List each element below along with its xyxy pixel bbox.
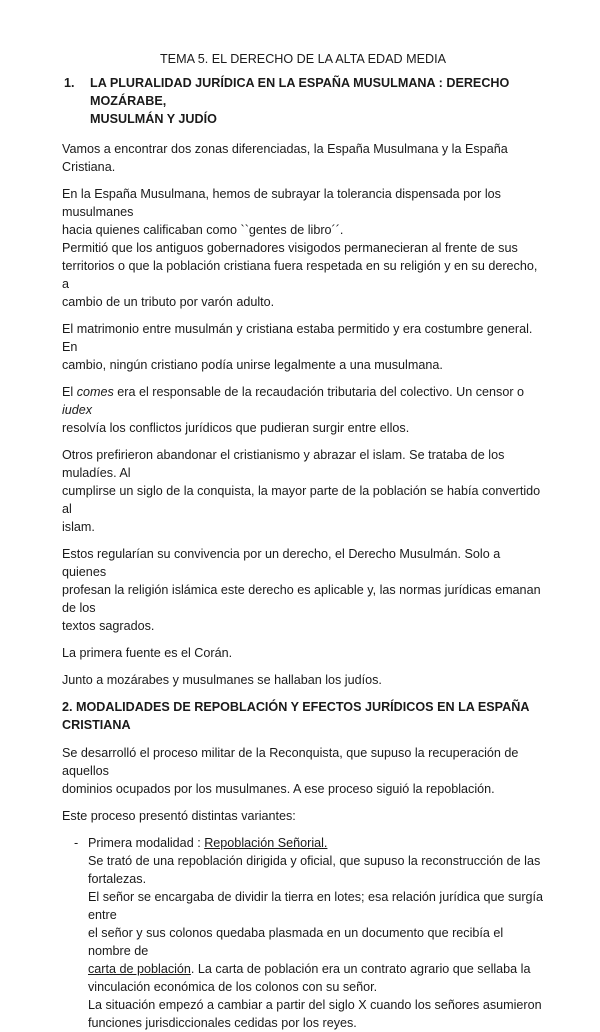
paragraph-line: Se desarrolló el proceso militar de la Reconquista, que supuso la recuperación de aquellos [62, 746, 519, 778]
section-1-number: 1. [64, 76, 75, 90]
paragraph-line: resolvía los conflictos jurídicos que pudieran surgir entre ellos. [62, 421, 410, 435]
paragraph-line: dominios ocupados por los musulmanes. A ese proceso siguió la repoblación. [62, 782, 495, 796]
paragraph-line: territorios o que la población cristiana fuera respetada en su religión y en su derecho, a [62, 259, 538, 291]
paragraph-line: cambio de un tributo por varón adulto. [62, 295, 275, 309]
italic-term-iudex: iudex [62, 403, 93, 417]
list-item-line: vinculación económica de los colonos con su señor. [88, 980, 378, 994]
paragraph-line: hacia quienes calificaban como ``gentes de libro´´. [62, 223, 344, 237]
list-item-line: el señor y sus colonos quedaba plasmada en un documento que recibía el nombre de [88, 926, 504, 958]
paragraph [62, 320, 544, 374]
list-item-label [88, 834, 544, 852]
paragraph [62, 446, 544, 536]
list-item [62, 834, 544, 1032]
paragraph-line: textos sagrados. [62, 619, 155, 633]
list-item-line: funciones jurisdiccionales cedidas por los reyes. [88, 1016, 357, 1030]
section-1-heading-line: LA PLURALIDAD JURÍDICA EN LA ESPAÑA MUSULMANA : DERECHO MOZÁRABE, [90, 76, 510, 108]
list-bullet: - [74, 836, 79, 850]
text-run: . La carta de población era un contrato agrario que sellaba la [190, 962, 531, 976]
paragraph [62, 545, 544, 635]
paragraph: Junto a mozárabes y musulmanes se hallaban los judíos. [62, 673, 382, 687]
list-item-line [88, 960, 544, 978]
section-1-heading-line: MUSULMÁN Y JUDÍO [90, 112, 217, 126]
paragraph-line: Estos regularían su convivencia por un derecho, el Derecho Musulmán. Solo a quienes [62, 547, 501, 579]
list-item-line: Se trató de una repoblación dirigida y oficial, que supuso la reconstrucción de las [88, 854, 541, 868]
text-run: Primera modalidad : [88, 836, 205, 850]
section-2-heading: 2. MODALIDADES DE REPOBLACIÓN Y EFECTOS JURÍDICOS EN LA ESPAÑA CRISTIANA [62, 700, 529, 732]
list-item-line: El señor se encargaba de dividir la tierra en lotes; esa relación jurídica que surgía entre [88, 890, 544, 922]
document-title: TEMA 5. EL DERECHO DE LA ALTA EDAD MEDIA [159, 52, 446, 66]
paragraph-line: Permitió que los antiguos gobernadores visigodos permanecieran al frente de sus [62, 241, 518, 255]
text-run: El [62, 385, 77, 399]
variants-list [62, 834, 544, 1032]
paragraph-line: El matrimonio entre musulmán y cristiana estaba permitido y era costumbre general. En [62, 322, 533, 354]
italic-term-comes: comes [76, 385, 114, 399]
list-item-line: fortalezas. [88, 872, 147, 886]
paragraph: La primera fuente es el Corán. [62, 646, 233, 660]
paragraph [62, 185, 544, 311]
paragraph-line: islam. [62, 520, 95, 534]
paragraph-line: En la España Musulmana, hemos de subrayar la tolerancia dispensada por los musulmanes [62, 187, 501, 219]
paragraph-line: cumplirse un siglo de la conquista, la mayor parte de la población se había convertido al [62, 484, 541, 516]
list-item-body [88, 834, 544, 1032]
list-item-line: La situación empezó a cambiar a partir del siglo X cuando los señores asumieron [88, 998, 542, 1012]
section-1-heading [62, 74, 544, 128]
paragraph-line: cambio, ningún cristiano podía unirse legalmente a una musulmana. [62, 358, 443, 372]
underlined-term: carta de población [88, 962, 191, 976]
paragraph [62, 744, 544, 798]
paragraph: Este proceso presentó distintas variantes: [62, 809, 296, 823]
paragraph: Vamos a encontrar dos zonas diferenciadas, la España Musulmana y la España Cristiana. [62, 142, 508, 174]
text-run: era el responsable de la recaudación tributaria del colectivo. Un censor o [113, 385, 525, 399]
paragraph [62, 383, 544, 437]
paragraph-line: Otros prefirieron abandonar el cristianismo y abrazar el islam. Se trataba de los muladíes. Al [62, 448, 505, 480]
paragraph-line: profesan la religión islámica este derecho es aplicable y, las normas jurídicas emanan de los [62, 583, 541, 615]
paragraph-line [62, 383, 544, 419]
section-1-heading-text [90, 74, 544, 128]
underlined-term: Repoblación Señorial. [204, 836, 328, 850]
